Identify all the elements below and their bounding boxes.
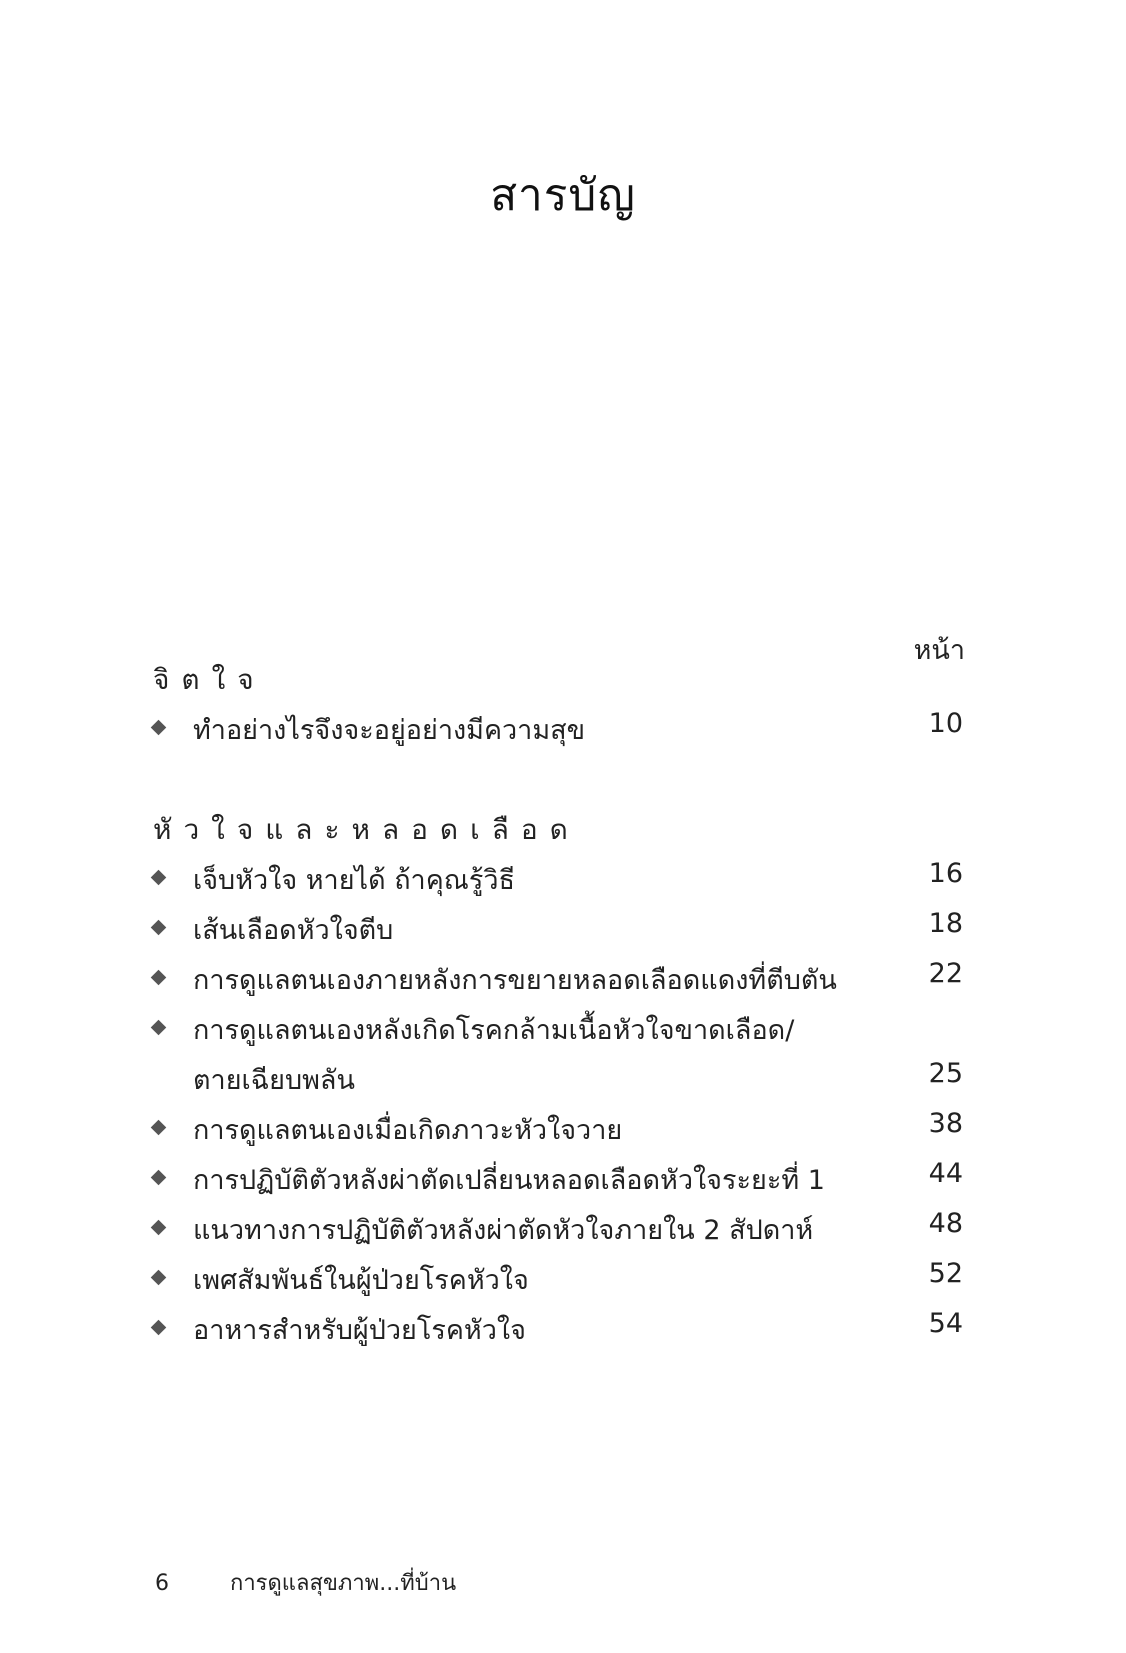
- toc-entry-title: การดูแลตนเองภายหลังการขยายหลอดเลือดแดงที่ตีบตัน: [193, 965, 837, 996]
- toc-entry-page: 54: [928, 1308, 963, 1339]
- toc-entry[interactable]: [153, 708, 963, 758]
- diamond-bullet-icon: [151, 1220, 167, 1236]
- toc-entry-title: การปฏิบัติตัวหลังผ่าตัดเปลี่ยนหลอดเลือดหัวใจระยะที่ 1: [193, 1165, 825, 1196]
- toc-entry-title: แนวทางการปฏิบัติตัวหลังผ่าตัดหัวใจภายใน 2 สัปดาห์: [193, 1215, 814, 1246]
- diamond-bullet-icon: [151, 1120, 167, 1136]
- toc-entry[interactable]: [153, 1208, 963, 1258]
- diamond-bullet-icon: [151, 1170, 167, 1186]
- toc-entry-page: 44: [928, 1158, 963, 1189]
- toc-entry[interactable]: [153, 858, 963, 908]
- footer-book-title: การดูแลสุขภาพ...ที่บ้าน: [230, 1571, 457, 1596]
- toc-entry-title-continued: ตายเฉียบพลัน: [193, 1065, 355, 1096]
- diamond-bullet-icon: [151, 970, 167, 986]
- toc-entry[interactable]: [153, 1008, 963, 1058]
- section-heading-heart: หัวใจและหลอดเลือด: [153, 813, 580, 846]
- toc-entry-page: 16: [928, 858, 963, 889]
- toc-entry-title: เพศสัมพันธ์ในผู้ป่วยโรคหัวใจ: [193, 1265, 529, 1296]
- toc-entry-continuation[interactable]: [153, 1058, 963, 1108]
- diamond-bullet-icon: [151, 870, 167, 886]
- toc-entry[interactable]: [153, 1158, 963, 1208]
- diamond-bullet-icon: [151, 920, 167, 936]
- toc-entry[interactable]: [153, 1308, 963, 1358]
- toc-entry-title: อาหารสำหรับผู้ป่วยโรคหัวใจ: [193, 1315, 526, 1346]
- toc-entry-title: เส้นเลือดหัวใจตีบ: [193, 915, 394, 946]
- toc-entry[interactable]: [153, 1108, 963, 1158]
- toc-entry-title: ทำอย่างไรจึงจะอยู่อย่างมีความสุข: [193, 715, 586, 746]
- toc-entry[interactable]: [153, 1258, 963, 1308]
- page-column-label: หน้า: [913, 635, 965, 666]
- toc-entry-page: 10: [928, 708, 963, 739]
- toc-entry[interactable]: [153, 958, 963, 1008]
- diamond-bullet-icon: [151, 1320, 167, 1336]
- toc-entry-title: เจ็บหัวใจ หายได้ ถ้าคุณรู้วิธี: [193, 865, 515, 896]
- diamond-bullet-icon: [151, 720, 167, 736]
- diamond-bullet-icon: [151, 1020, 167, 1036]
- toc-entry-page: 48: [928, 1208, 963, 1239]
- toc-entry[interactable]: [153, 908, 963, 958]
- footer-page-number: 6: [155, 1571, 169, 1596]
- toc-entry-title: การดูแลตนเองหลังเกิดโรคกล้ามเนื้อหัวใจขาดเลือด/: [193, 1015, 795, 1046]
- toc-entry-page: 52: [928, 1258, 963, 1289]
- diamond-bullet-icon: [151, 1270, 167, 1286]
- toc-entry-page: 25: [928, 1058, 963, 1089]
- page-footer: [155, 1565, 456, 1600]
- page-title: สารบัญ: [490, 170, 636, 221]
- toc-entry-page: 18: [928, 908, 963, 939]
- toc-entry-page: 38: [928, 1108, 963, 1139]
- toc-entry-page: 22: [928, 958, 963, 989]
- toc-entry-title: การดูแลตนเองเมื่อเกิดภาวะหัวใจวาย: [193, 1115, 623, 1146]
- section-heading-mind: จิตใจ: [153, 663, 266, 696]
